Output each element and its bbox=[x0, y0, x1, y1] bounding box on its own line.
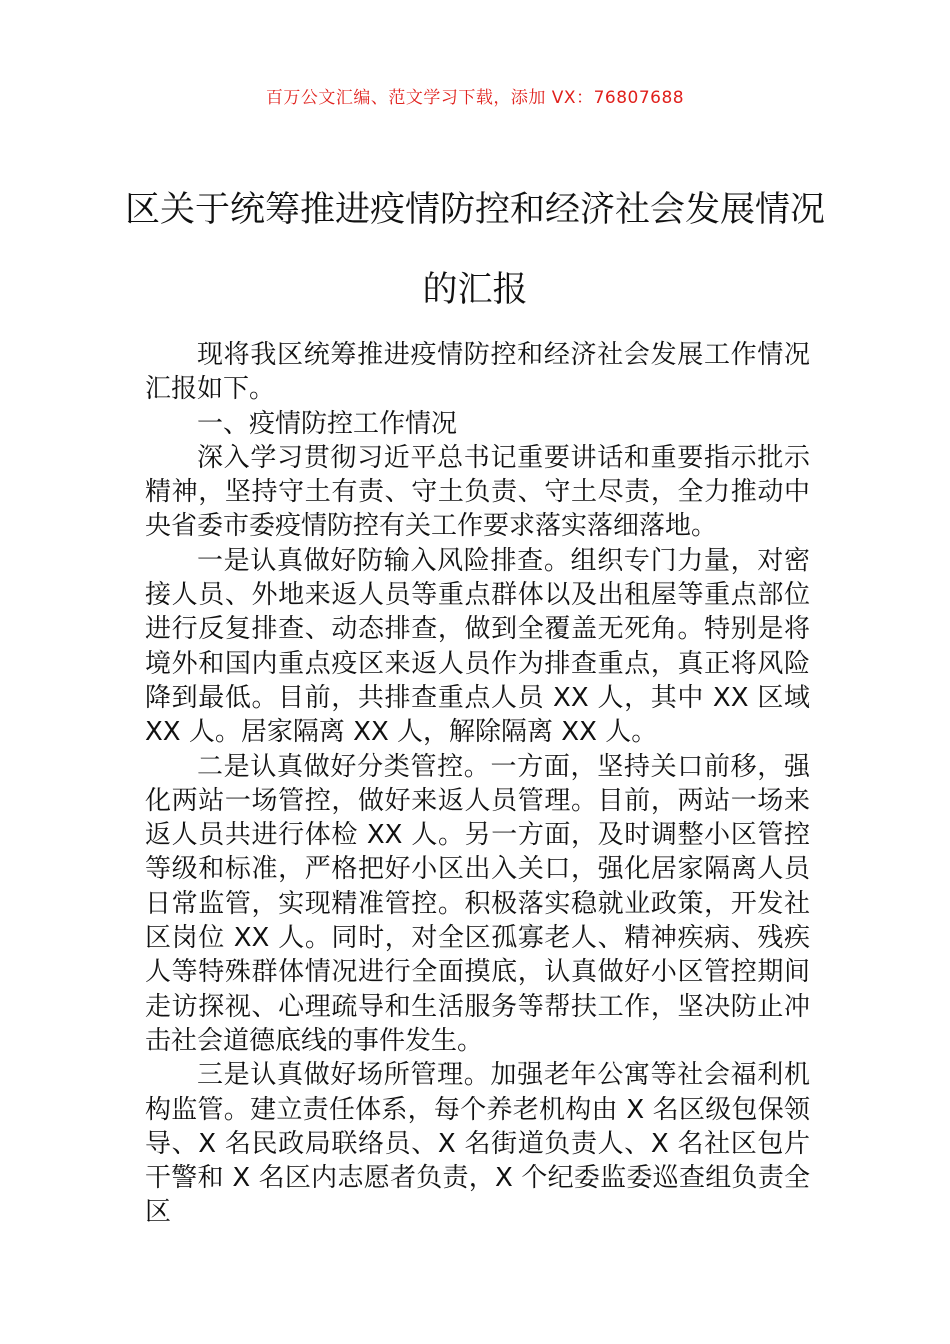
body-paragraph: 一是认真做好防输入风险排查。组织专门力量，对密接人员、外地来返人员等重点群体以及出租屋等重点部位进行反复排查、动态排查，做到全覆盖无死角。特别是将境外和国内重点疫区来返人员作为排查重点，真正将风险降到最低。目前，共排查重点人员 XX 人，其中 XX 区域 XX 人。居家隔离 XX 人，解除隔离 XX 人。 bbox=[145, 545, 810, 748]
section-heading: 一、疫情防控工作情况 bbox=[197, 408, 458, 439]
body-paragraph: 二是认真做好分类管控。一方面，坚持关口前移，强化两站一场管控，做好来返人员管理。目前，两站一场来返人员共进行体检 XX 人。另一方面，及时调整小区管控等级和标准，严格把好小区出入关口，强化居家隔离人员日常监管，实现精准管控。积极落实稳就业政策，开发社区岗位 XX 人。同时，对全区孤寡老人、精神疾病、残疾人等特殊群体情况进行全面摸底，认真做好小区管控期间走访探视、心理疏导和生活服务等帮扶工作，坚决防止冲击社会道德底线的事件发生。 bbox=[145, 751, 810, 1056]
body-paragraph: 三是认真做好场所管理。加强老年公寓等社会福利机构监管。建立责任体系，每个养老机构由 X 名区级包保领导、X 名民政局联络员、X 名街道负责人、X 名社区包片干警和 X 名区内志愿者负责，X 个纪委监委巡查组负责全区 bbox=[145, 1060, 810, 1228]
document-title: 区关于统筹推进疫情防控和经济社会发展情况的汇报 bbox=[124, 190, 825, 310]
document-body bbox=[145, 338, 810, 1230]
watermark-banner: 百万公文汇编、范文学习下载，添加 VX：76807688 bbox=[265, 88, 685, 108]
body-paragraph: 深入学习贯彻习近平总书记重要讲话和重要指示批示精神，坚持守土有责、守土负责、守土尽责，全力推动中央省委市委疫情防控有关工作要求落实落细落地。 bbox=[145, 442, 810, 542]
intro-paragraph: 现将我区统筹推进疫情防控和经济社会发展工作情况汇报如下。 bbox=[145, 340, 810, 405]
